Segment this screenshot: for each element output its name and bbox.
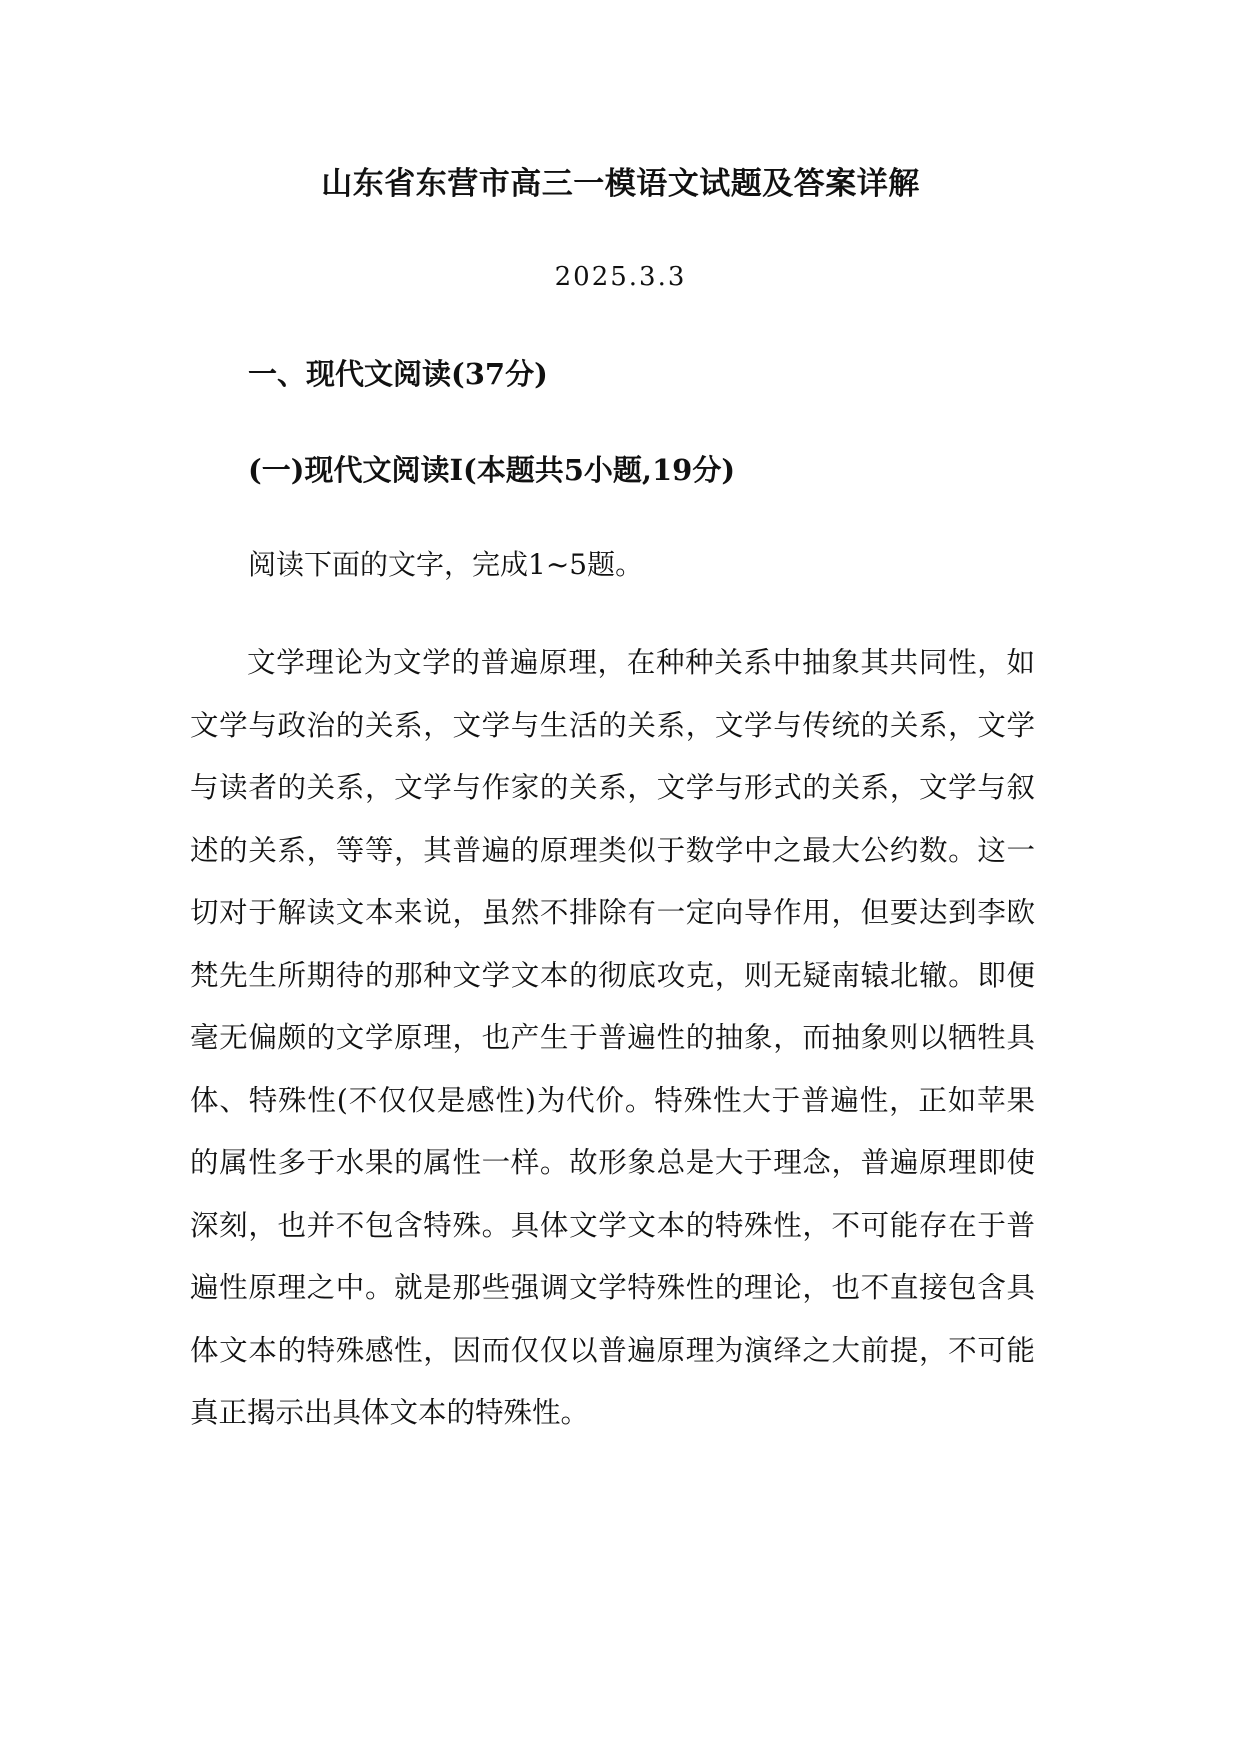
document-date: 2025.3.3	[554, 262, 687, 292]
document-title: 山东省东营市高三一模语文试题及答案详解	[321, 166, 920, 202]
reading-passage: 文学理论为文学的普遍原理，在种种关系中抽象其共同性，如文学与政治的关系，文学与生活的关系，文学与传统的关系，文学与读者的关系，文学与作家的关系，文学与形式的关系，文学与叙述的关系，等等，其普遍的原理类似于数学中之最大公约数。这一切对于解读文本来说，虽然不排除有一定向导作用，但要达到李欧梵先生所期待的那种文学文本的彻底攻克，则无疑南辕北辙。即便毫无偏颇的文学原理，也产生于普遍性的抽象，而抽象则以牺牲具体、特殊性(不仅仅是感性)为代价。特殊性大于普遍性，正如苹果的属性多于水果的属性一样。故形象总是大于理念，普遍原理即使深刻，也并不包含特殊。具体文学文本的特殊性，不可能存在于普遍性原理之中。就是那些强调文学特殊性的理论，也不直接包含具体文本的特殊感性，因而仅仅以普遍原理为演绎之大前提，不可能真正揭示出具体文本的特殊性。	[190, 646, 1035, 1429]
subsection-heading: (一)现代文阅读Ⅰ(本题共5小题,19分)	[248, 453, 736, 487]
section-heading: 一、现代文阅读(37分)	[248, 357, 548, 391]
reading-instruction: 阅读下面的文字，完成1~5题。	[248, 548, 644, 581]
